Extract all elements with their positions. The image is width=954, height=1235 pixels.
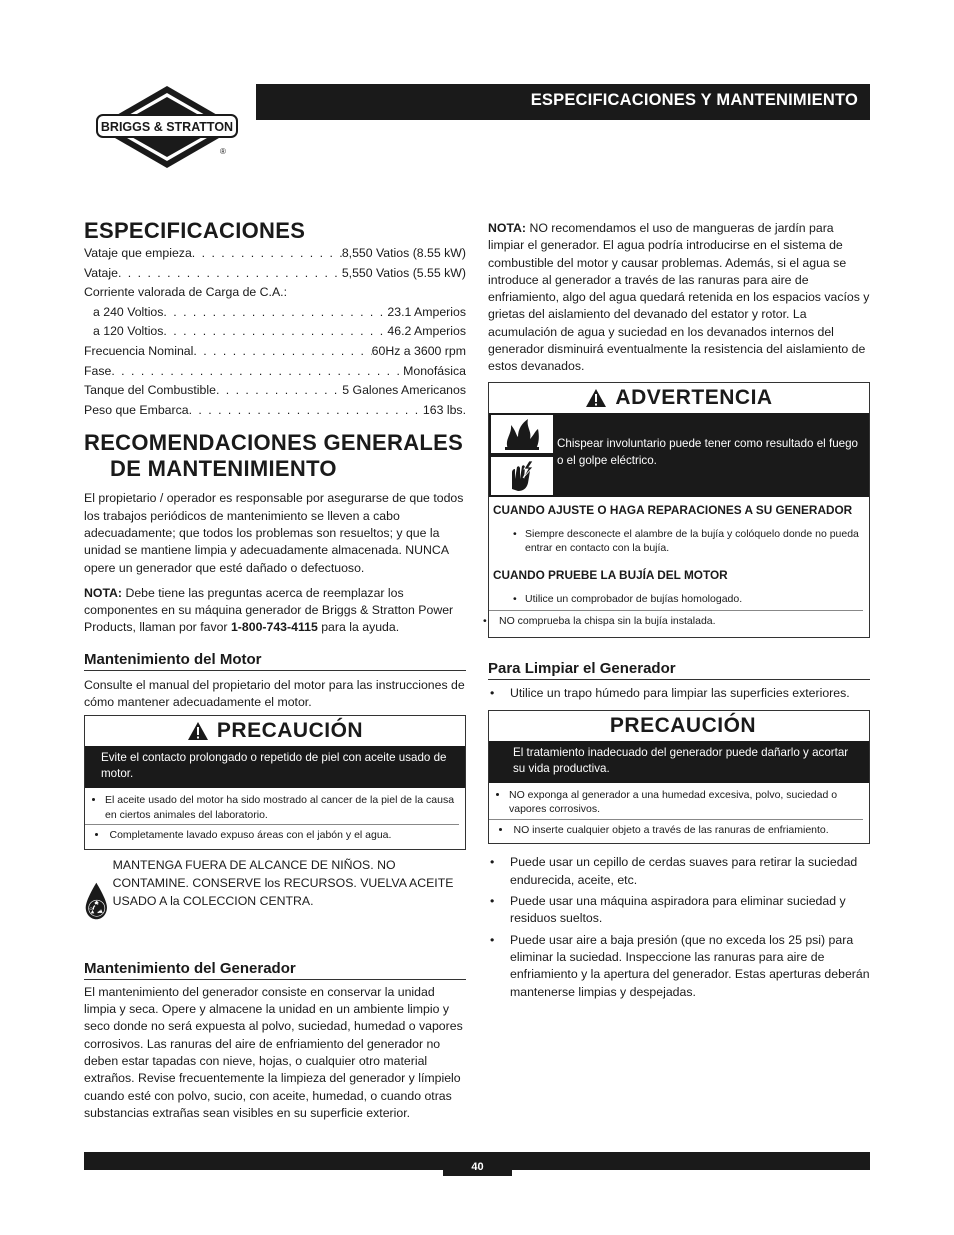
- spec-row: a 120 Voltios . . . 46.2 Amperios: [84, 322, 466, 342]
- caution-title: PRECAUCIÓN: [216, 719, 364, 743]
- warning-box: [488, 382, 870, 638]
- left-column: [84, 218, 466, 1122]
- oil-text: MANTENGA FUERA DE ALCANCE DE NIÑOS. NO CONTAMINE. CONSERVE los RECURSOS. VUELVA ACEITE USADO A la COLECCION CENTRA.: [112, 857, 454, 908]
- clean-list-2: [488, 854, 870, 1000]
- list-item: • NO comprueba la chispa sin la bujía instalada.: [489, 610, 863, 631]
- list-item: • Puede usar aire a baja presión (que no exceda los 25 psi) para eliminar la suciedad. Inspeccione las ranuras para aire de enfriamiento y la apertura del generador. Estas aperturas deberán mantenerse limpias y despejadas.: [488, 932, 870, 1001]
- oil-label: Oil: [89, 906, 95, 911]
- page-title: ESPECIFICACIONES Y MANTENIMIENTO: [530, 91, 858, 109]
- recommendations-note: NOTA: Debe tiene las preguntas acerca de reemplazar los componentes en su máquina generador de Briggs & Stratton Power Products, llaman por favor 1-800-743-4115 para la ayuda.: [84, 585, 454, 635]
- warning-section-repairs: CUANDO AJUSTE O HAGA REPARACIONES A SU GENERADOR: [493, 502, 853, 517]
- list-item: • Utilice un trapo húmedo para limpiar las superficies exteriores.: [488, 685, 870, 702]
- specs-heading: ESPECIFICACIONES: [84, 218, 306, 243]
- warning-triangle-icon: [187, 721, 209, 741]
- clean-heading: Para Limpiar el Generador: [488, 660, 870, 680]
- recommendations-heading: RECOMENDACIONES GENERALES DE MANTENIMIENTO: [84, 430, 464, 482]
- hose-note: NOTA: NO recomendamos el uso de mangueras de jardín para limpiar el generador. El agua podría introducirse en el sistema de combustible del motor y causar problemas. Además, si el agua se introduce al generador a través de las ranuras para aire de enfriamiento, algo del agua quedará retenida en los espacios vacíos y grietas del aislamiento del devanado del estator y rotor. La acumulación de agua y suciedad en los devanados internos del generador disminuirá eventualmente la resistencia del aislamiento de estos devanados.: [488, 221, 870, 374]
- phone-number: 1-800-743-4115: [230, 620, 318, 635]
- page-number: 40: [443, 1152, 512, 1176]
- spec-row: Tanque del Combustible . . . 5 Galones Americanos: [84, 381, 466, 401]
- logo-text: BRIGGS & STRATTON: [100, 120, 234, 134]
- spec-row: Vataje que empieza . . . 8,550 Vatios (8.55 kW): [84, 244, 466, 264]
- list-item: • NO exponga al generador a una humedad excesiva, polvo, suciedad o vapores corrosivos.: [509, 788, 863, 817]
- spec-row: Peso que Embarca . . . 163 lbs.: [84, 401, 466, 421]
- oil-recycle-notice: [84, 856, 466, 946]
- list-item: • Utilice un comprobador de bujías homologado.: [509, 590, 863, 609]
- spec-row: Corriente valorada de Carga de C.A.:: [84, 285, 288, 300]
- recommendations-text: El propietario / operador es responsable por asegurarse de que todos los trabajos periódicos de mantenimiento se lleven a cabo adecuadamente; que todos los problemas son resueltos; y que la unidad se mantiene limpia y adecuadamente almacenada. NUNCA opere un generador que esté dañado o defectuoso.: [84, 491, 464, 575]
- list-item: • Puede usar una máquina aspiradora para eliminar suciedad y residuos sueltos.: [488, 893, 870, 928]
- spec-row: Vataje . . . 5,550 Vatios (5.55 kW): [84, 264, 466, 284]
- header-bar: [256, 84, 870, 120]
- clean-list-1: [488, 685, 870, 702]
- warning-title: ADVERTENCIA: [615, 385, 773, 409]
- caution-text: El tratamiento inadecuado del generador puede dañarlo y acortar su vida productiva.: [489, 741, 869, 783]
- list-item: • Completamente lavado expuso áreas con el jabón y el agua.: [85, 824, 459, 843]
- caution-text: Evite el contacto prolongado o repetido de piel con aceite usado de motor.: [85, 746, 465, 788]
- spec-row: Fase . . . Monofásica: [84, 362, 466, 382]
- spec-row: Frecuencia Nominal . . . 60Hz a 3600 rpm: [84, 342, 466, 362]
- right-column: [488, 220, 870, 1005]
- fire-icon: [491, 415, 553, 453]
- motor-heading: Mantenimiento del Motor: [84, 651, 466, 671]
- warning-section-spark-test: CUANDO PRUEBE LA BUJÍA DEL MOTOR: [493, 567, 728, 582]
- warning-text: Chispear involuntario puede tener como resultado el fuego o el golpe eléctrico.: [557, 436, 858, 467]
- caution-box-generator: [488, 710, 870, 845]
- warning-triangle-icon: [585, 388, 607, 408]
- caution-list: [85, 788, 465, 849]
- specs-list: [84, 244, 466, 420]
- generator-heading: Mantenimiento del Generador: [84, 960, 466, 980]
- caution-box-motor: [84, 715, 466, 850]
- caution-title: PRECAUCIÓN: [609, 713, 757, 737]
- briggs-stratton-logo: [92, 84, 242, 170]
- electric-shock-icon: [491, 457, 553, 495]
- registered-mark: ®: [220, 147, 226, 156]
- warning-list-spark-test: [489, 585, 869, 637]
- list-item: • NO inserte cualquier objeto a través de las ranuras de enfriamiento.: [489, 819, 863, 838]
- list-item: • Siempre desconecte el alambre de la bujía y colóquelo donde no pueda entrar en contacto con la bujía.: [509, 525, 863, 558]
- caution-list: [489, 783, 869, 844]
- oil-drop-recycle-icon: [84, 856, 109, 946]
- spec-row: a 240 Voltios . . . 23.1 Amperios: [84, 303, 466, 323]
- generator-text: El mantenimiento del generador consiste en conservar la unidad limpia y seca. Opere y almacene la unidad en un ambiente limpio y seco donde no será expuesta al polvo, suciedad, humedad o vapores corrosivos. Las ranuras del aire de enfriamiento del generador no deben estar tapadas con nieve, hojas, o cualquier otro material extraños. Revise frecuentemente la limpieza del generador y límpielo cuando esté con polvo, sucio, con aceite, humedad, o cuando otras substancias extrañas sean visibles en su superficie exterior.: [84, 984, 463, 1120]
- warning-list-repairs: [489, 520, 869, 564]
- list-item: • Puede usar un cepillo de cerdas suaves para retirar la suciedad endurecida, aceite, etc.: [488, 854, 870, 889]
- list-item: • El aceite usado del motor ha sido mostrado al cancer de la piel de la causa en ciertos animales del laboratorio.: [105, 793, 459, 822]
- motor-text: Consulte el manual del propietario del motor para las instrucciones de cómo mantener adecuadamente el motor.: [84, 677, 465, 710]
